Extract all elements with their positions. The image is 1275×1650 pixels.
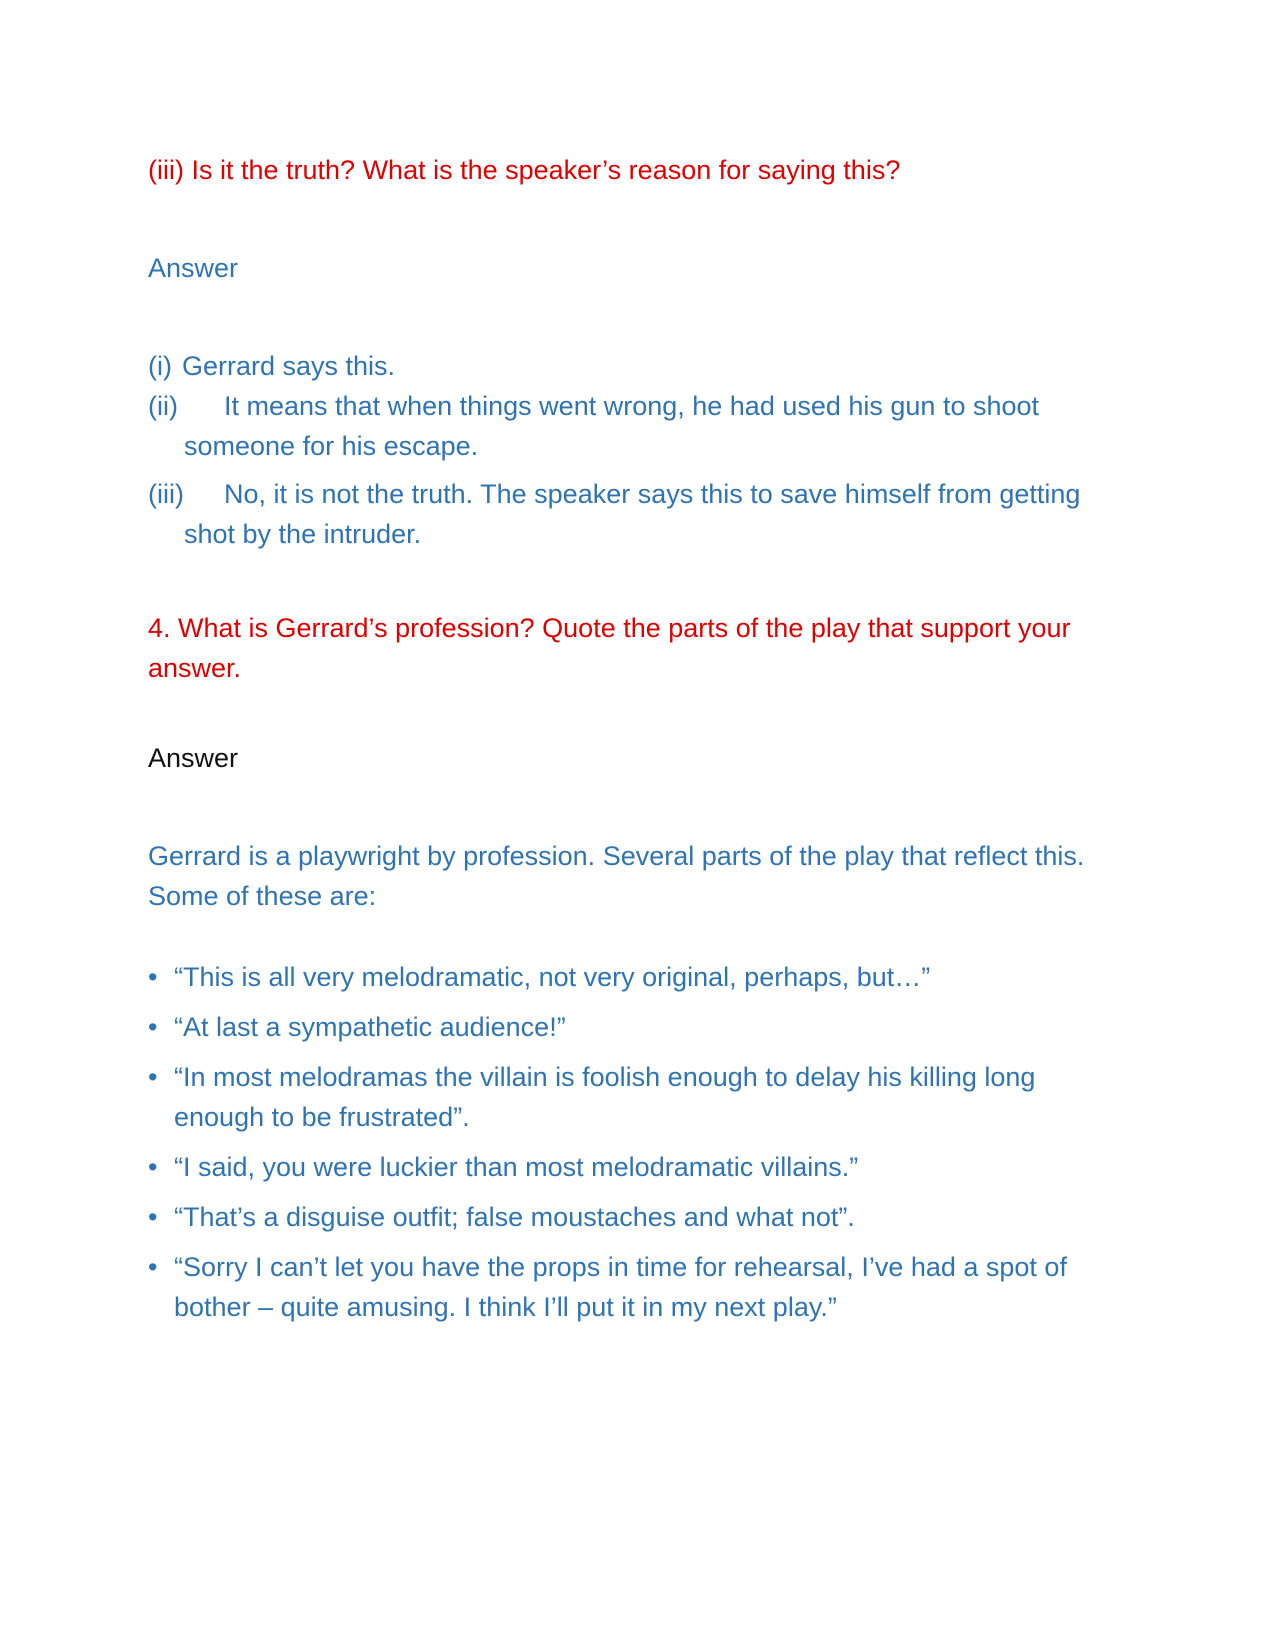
quote-item [148,1057,1108,1137]
question-iii: (iii) Is it the truth? What is the speaker’s reason for saying this? [148,155,901,185]
answer-item-text: No, it is not the truth. The speaker says this to save himself from getting shot by the intruder. [184,479,1081,549]
quote-item [148,957,1108,997]
bullet-icon: • [148,1012,158,1042]
question-4: 4. What is Gerrard’s profession? Quote the parts of the play that support your answer. [148,613,1071,683]
quote-text: “I said, you were luckier than most melodramatic villains.” [174,1152,859,1182]
answer-item-number: (ii) [148,391,178,421]
answer-intro: Gerrard is a playwright by profession. Several parts of the play that reflect this. Some of these are: [148,841,1085,911]
bullet-icon: • [148,962,158,992]
quote-list [148,957,1108,1337]
quote-text: “Sorry I can’t let you have the props in time for rehearsal, I’ve had a spot of bother – quite amusing. I think I’ll put it in my next play.” [174,1252,1067,1322]
answer-item-number: (i) [148,351,172,381]
quote-item [148,1147,1108,1187]
answer-item-text: It means that when things went wrong, he had used his gun to shoot someone for his escape. [184,391,1040,461]
quote-text: “This is all very melodramatic, not very original, perhaps, but…” [174,962,931,992]
answer-label: Answer [148,743,239,773]
quote-item [148,1007,1108,1047]
answer-label: Answer [148,253,239,283]
answer-item [148,474,1128,554]
quote-text: “At last a sympathetic audience!” [174,1012,566,1042]
answer-item-text: Gerrard says this. [182,351,396,381]
quote-text: “In most melodramas the villain is foolish enough to delay his killing long enough to be frustrated”. [174,1062,1036,1132]
quote-text: “That’s a disguise outfit; false moustaches and what not”. [174,1202,855,1232]
bullet-icon: • [148,1062,158,1092]
answer-item [148,346,1128,386]
answer-item-number: (iii) [148,479,184,509]
bullet-icon: • [148,1152,158,1182]
bullet-icon: • [148,1202,158,1232]
quote-item [148,1197,1108,1237]
quote-item [148,1247,1108,1327]
bullet-icon: • [148,1252,158,1282]
answer-item [148,386,1128,466]
